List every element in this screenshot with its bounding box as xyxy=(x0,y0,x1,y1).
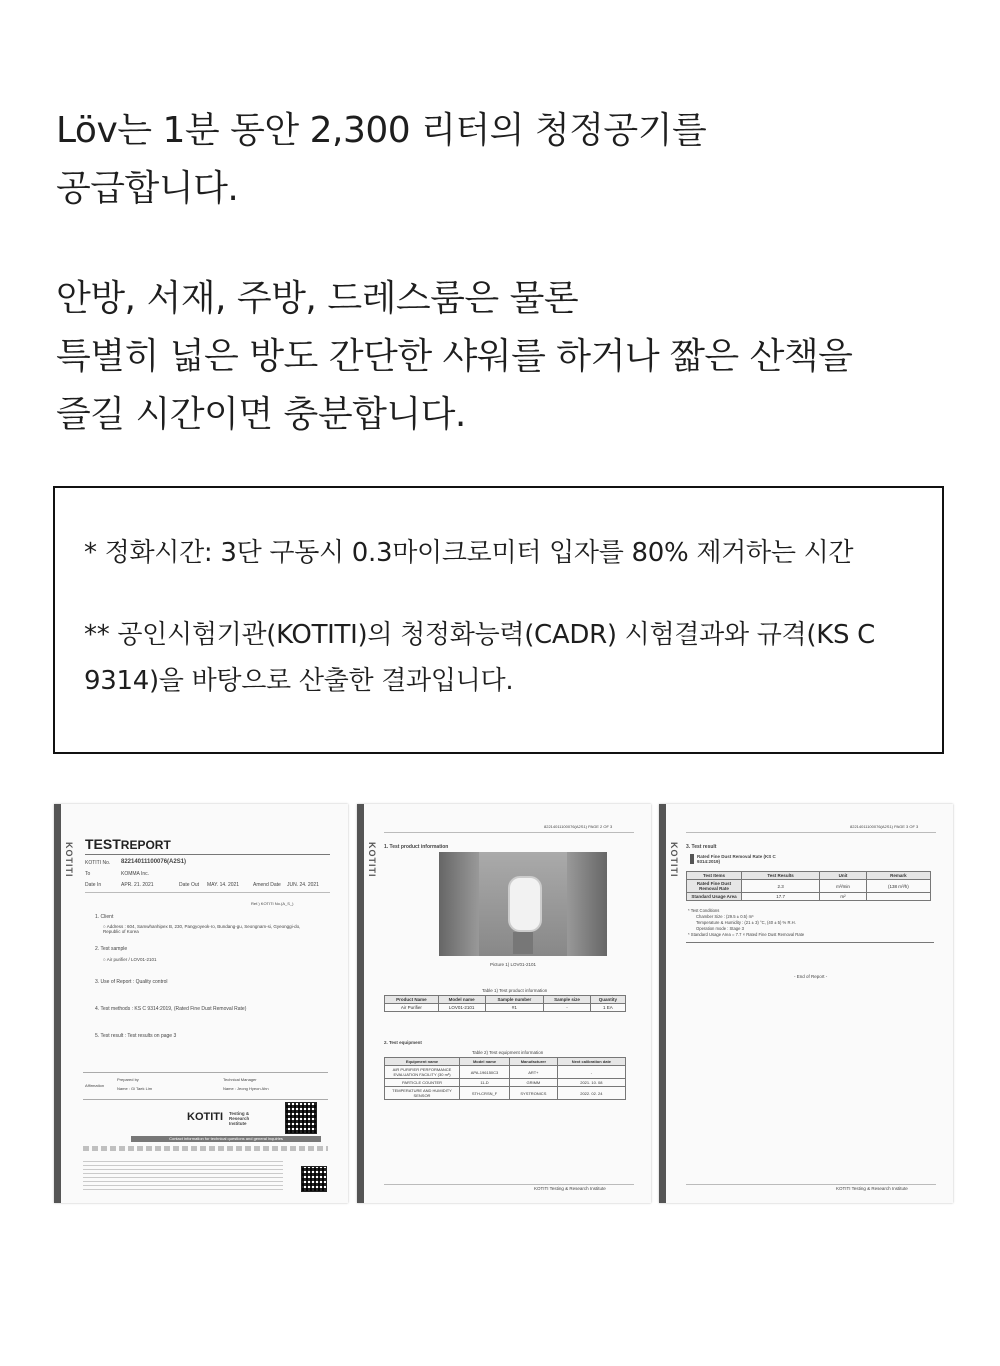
qr-code-small-icon xyxy=(301,1166,327,1192)
kotiti-logo-text: KOTITI xyxy=(187,1111,224,1123)
table-cell: 1 EA xyxy=(590,1004,625,1012)
condition-chamber: Chamber Size : (29.5 ± 0.5) m³ xyxy=(696,914,754,919)
table2-title: Table 2) Test equipment information xyxy=(472,1050,544,1055)
footnote-cadr-source: ** 공인시험기관(KOTITI)의 청정화능력(CADR) 시험결과와 규격(KS C 9314)을 바탕으로 산출한 결과입니다. xyxy=(84,620,875,696)
footnote-purification-time: * 정화시간: 3단 구동시 0.3마이크로미터 입자를 80% 제거하는 시간 xyxy=(84,538,854,568)
prepared-by-name: Name : Gi Taek Lim xyxy=(117,1086,153,1091)
headline-capacity xyxy=(56,102,706,218)
kotiti-no-value: 82214011100076(A2S1) xyxy=(121,859,187,865)
condition-temperature: Temperature & Humidity : (21 ± 3) °C, (40 ± 5) % R.H. xyxy=(696,920,796,925)
prepared-by-label: Prepared by xyxy=(117,1077,139,1082)
table-cell: 2022. 02. 24 xyxy=(557,1087,625,1100)
date-in-label: Date In xyxy=(85,882,102,888)
table-header: Test Results xyxy=(742,872,820,880)
table-row-label: Rated Fine Dust Removal Rate xyxy=(687,880,742,893)
kotiti-side-logo: KOTITI xyxy=(669,842,679,878)
table-cell xyxy=(866,893,930,901)
affirmation-label: Affirmation xyxy=(85,1083,105,1088)
result-subtitle: Rated Fine Dust Removal Rate (KS C 9314:2019) xyxy=(697,854,776,864)
item-client: 1. Client xyxy=(95,914,114,920)
table-header: Quantity xyxy=(590,996,625,1004)
table-row xyxy=(687,880,931,893)
date-in-value: APR. 21. 2021 xyxy=(121,882,154,888)
photo-caption: Picture 1) LOV01-2101 xyxy=(490,962,537,967)
table-cell: GRIMM xyxy=(510,1079,558,1087)
section-equipment: 2. Test equipment xyxy=(384,1040,422,1045)
table-header: Sample number xyxy=(485,996,544,1004)
table-header: Test Items xyxy=(687,872,742,880)
table-cell: PARTICLE COUNTER xyxy=(385,1079,460,1087)
table-row xyxy=(385,1087,626,1100)
ref-note: Ref.) KOTITI No.(A_S_) xyxy=(251,901,294,906)
signature-block xyxy=(83,1072,328,1100)
item-sample-name: ○ Air purifier / LOV01-2101 xyxy=(103,957,157,962)
kotiti-side-logo: KOTITI xyxy=(367,842,377,878)
manager-label: Technical Manager xyxy=(223,1077,257,1082)
table-cell: TEMPERATURE AND HUMIDITY SENSOR xyxy=(385,1087,460,1100)
page-header: 82214011100076(A2S1) PAGE 3 OF 3 xyxy=(850,824,919,829)
kotiti-side-logo: KOTITI xyxy=(64,842,74,878)
kotiti-no-label: KOTITI No. xyxy=(85,860,111,866)
report-title xyxy=(85,836,171,852)
table-cell: 2.3 xyxy=(742,880,820,893)
page-header: 82214011100076(A2S1) PAGE 2 OF 3 xyxy=(544,824,613,829)
table1-title: Table 1) Test product information xyxy=(482,988,548,993)
manager-name: Name : Jeong Hyeon Ahn xyxy=(223,1086,269,1091)
table-row xyxy=(385,1004,626,1012)
date-out-value: MAY. 14. 2021 xyxy=(207,882,240,888)
to-label: To xyxy=(85,871,91,877)
item-result: 5. Test result : Test results on page 3 xyxy=(95,1033,177,1039)
table-header: Model name xyxy=(438,996,485,1004)
table-cell: m³/min xyxy=(820,880,867,893)
contact-bar: Contact information for technical questions and general inquiries xyxy=(131,1136,321,1142)
table-row-label: Standard Usage Area xyxy=(687,893,742,901)
table-cell: #1 xyxy=(485,1004,544,1012)
table-header: Unit xyxy=(820,872,867,880)
table-cell: Air Purifier xyxy=(385,1004,439,1012)
table-row xyxy=(687,893,931,901)
headline-line: 특별히 넓은 방도 간단한 샤워를 하거나 짧은 산책을 xyxy=(56,336,853,377)
to-value: KOMMA Inc. xyxy=(121,871,150,877)
end-of-report: - End of Report - xyxy=(794,974,828,979)
table-cell: 17.7 xyxy=(742,893,820,901)
table-header: Remark xyxy=(866,872,930,880)
table-header: Model name xyxy=(460,1058,510,1066)
equipment-table xyxy=(384,1057,626,1100)
headline-line: 공급합니다. xyxy=(56,168,239,209)
product-photo xyxy=(439,852,607,956)
qr-code-icon xyxy=(285,1102,317,1134)
section-test-result: 3. Test result xyxy=(686,844,717,850)
report-title-rest: REPORT xyxy=(120,838,171,852)
item-test-sample: 2. Test sample xyxy=(95,946,128,952)
table-cell: 2021. 10. 08 xyxy=(557,1079,625,1087)
table-cell: AIR PURIFIER PERFORMANCE EVALUATION FACILITY (30 m³) xyxy=(385,1066,460,1079)
kotiti-logo-subtitle: Testing & Research Institute xyxy=(229,1111,250,1126)
table-row xyxy=(385,1066,626,1079)
headline-rooms xyxy=(56,270,852,444)
table-cell: APA-196150C3 xyxy=(460,1066,510,1079)
item-use: 3. Use of Report : Quality control xyxy=(95,979,168,985)
conditions-title: * Test Conditions xyxy=(688,908,720,913)
headline-line: Löv는 1분 동안 2,300 리터의 청정공기를 xyxy=(56,110,707,151)
headline-line: 즐길 시간이면 충분합니다. xyxy=(56,394,466,435)
headline-line: 안방, 서재, 주방, 드레스룸은 물론 xyxy=(56,278,579,319)
item-address: ○ Address : 604, Samwhanhipex B, 230, Pangyoyeok-ro, Bundang-gu, Seongnam-si, Gyeonggi-do, Republic of Korea xyxy=(103,924,301,934)
table-cell: LOV01-2101 xyxy=(438,1004,485,1012)
purifier-shape xyxy=(508,876,542,932)
condition-usage-area: * Standard Usage Area = 7.7 × Rated Fine Dust Removal Rate xyxy=(688,932,805,937)
table-cell: ART+ xyxy=(510,1066,558,1079)
test-report-page-2 xyxy=(357,804,651,1203)
result-table xyxy=(686,871,931,901)
table-header: Product Name xyxy=(385,996,439,1004)
amend-label: Amend Date xyxy=(253,882,281,888)
section-product-info: 1. Test product information xyxy=(384,844,449,850)
table-header: Equipment name xyxy=(385,1058,460,1066)
table-row xyxy=(385,1079,626,1087)
table-cell: - xyxy=(544,1004,591,1012)
table-cell: (138 m³/h) xyxy=(866,880,930,893)
condition-mode: Operation mode : Stage 3 xyxy=(696,926,744,931)
test-report-page-1 xyxy=(54,804,348,1203)
table-cell: m² xyxy=(820,893,867,901)
table-header: Manufacturer xyxy=(510,1058,558,1066)
table-header: Next calibration date xyxy=(557,1058,625,1066)
page-footer: KOTITI Testing & Research Institute xyxy=(836,1186,908,1191)
table-header: Sample size xyxy=(544,996,591,1004)
item-methods: 4. Test methods : KS C 9314:2019, (Rated Fine Dust Removal Rate) xyxy=(95,1006,247,1012)
amend-value: JUN. 24. 2021 xyxy=(287,882,319,888)
report-title-bold: TEST xyxy=(85,836,121,852)
page-footer: KOTITI Testing & Research Institute xyxy=(534,1186,606,1191)
table-cell: 11-D xyxy=(460,1079,510,1087)
test-report-page-3 xyxy=(659,804,953,1203)
table-cell: SYSTRONICS xyxy=(510,1087,558,1100)
date-out-label: Date Out xyxy=(179,882,200,888)
table-cell: STH-CRSN_F xyxy=(460,1087,510,1100)
table-cell: - xyxy=(557,1066,625,1079)
product-info-table xyxy=(384,995,626,1012)
